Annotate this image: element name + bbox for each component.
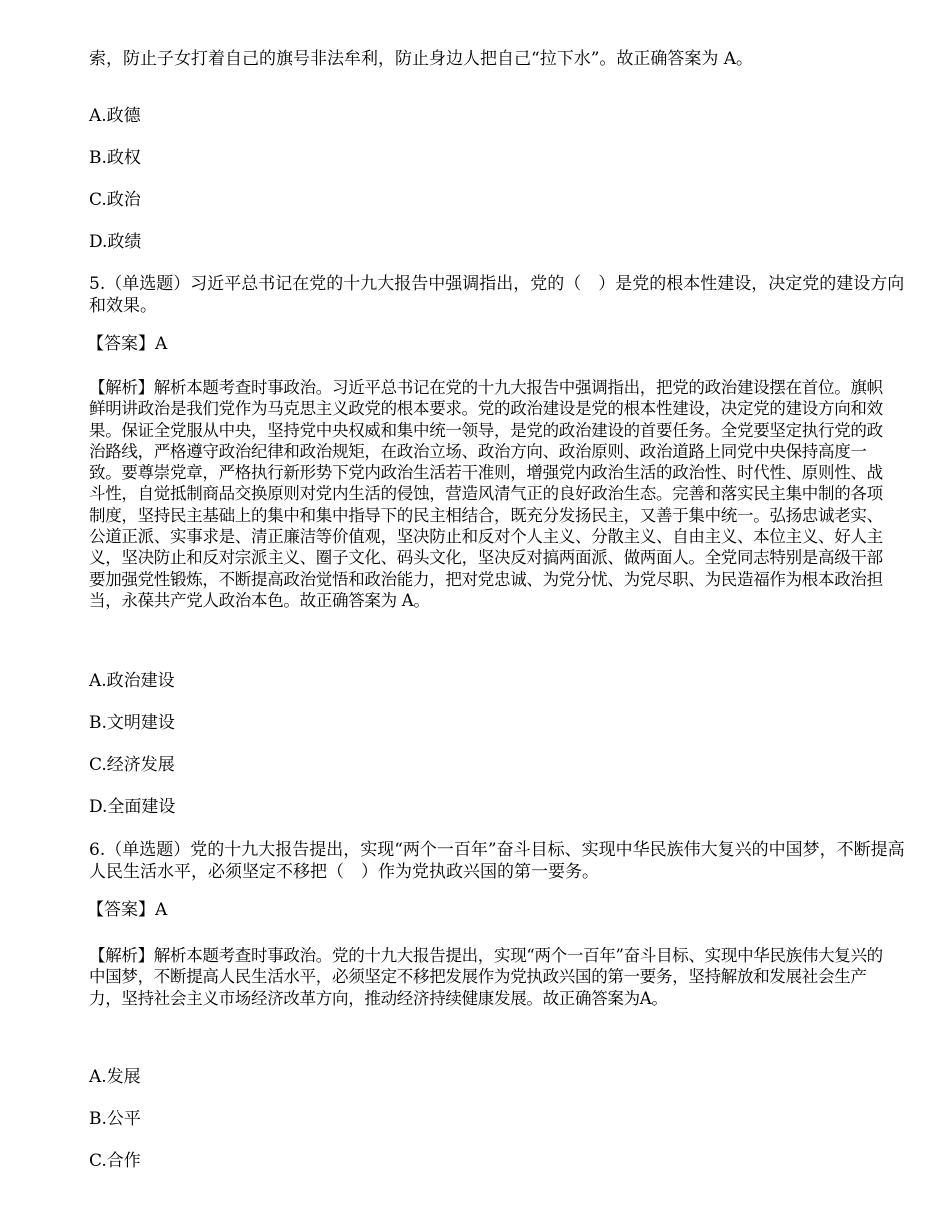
q6-option-b: B.公平 xyxy=(89,1109,141,1129)
q6-explanation: 【解析】解析本题考查时事政治。党的十九大报告提出，实现“两个一百年”奋斗目标、实现中华民族伟大复兴的中国梦，不断提高人民生活水平，必须坚定不移把发展作为党执政兴国的第一要务，坚持解放和发展社会生产力，坚持社会主义市场经济改革方向，推动经济持续健康发展。故正确答案为A。 xyxy=(89,946,883,1008)
q4-option-d: D.政绩 xyxy=(89,232,142,252)
q5-option-d: D.全面建设 xyxy=(89,797,176,817)
q4-option-b: B.政权 xyxy=(89,148,141,168)
q6-question: 6.（单选题）党的十九大报告提出，实现“两个一百年”奋斗目标、实现中华民族伟大复兴的中国梦，不断提高人民生活水平，必须坚定不移把（ ）作为党执政兴国的第一要务。 xyxy=(89,840,905,882)
q4-option-c: C.政治 xyxy=(89,190,141,210)
q5-question: 5.（单选题）习近平总书记在党的十九大报告中强调指出，党的（ ）是党的根本性建设，决定党的建设方向和效果。 xyxy=(89,274,905,316)
intro-text: 索，防止子女打着自己的旗号非法牟利，防止身边人把自己“拉下水”。故正确答案为 A。 xyxy=(89,49,754,69)
q6-option-a: A.发展 xyxy=(89,1067,141,1087)
q6-option-c: C.合作 xyxy=(89,1151,141,1171)
q5-explanation: 【解析】解析本题考查时事政治。习近平总书记在党的十九大报告中强调指出，把党的政治建设摆在首位。旗帜鲜明讲政治是我们党作为马克思主义政党的根本要求。党的政治建设是党的根本性建设，决定党的建设方向和效果。保证全党服从中央，坚持党中央权威和集中统一领导，是党的政治建设的首要任务。全党要坚定执行党的政治路线，严格遵守政治纪律和政治规矩，在政治立场、政治方向、政治原则、政治道路上同党中央保持高度一致。要尊崇党章，严格执行新形势下党内政治生活若干准则，增强党内政治生活的政治性、时代性、原则性、战斗性，自觉抵制商品交换原则对党内生活的侵蚀，营造风清气正的良好政治生态。完善和落实民主集中制的各项制度，坚持民主基础上的集中和集中指导下的民主相结合，既充分发扬民主，又善于集中统一。弘扬忠诚老实、公道正派、实事求是、清正廉洁等价值观，坚决防止和反对个人主义、分散主义、自由主义、本位主义、好人主义，坚决防止和反对宗派主义、圈子文化、码头文化，坚决反对搞两面派、做两面人。全党同志特别是高级干部要加强党性锻炼，不断提高政治觉悟和政治能力，把对党忠诚、为党分忧、为党尽职、为民造福作为根本政治担当，永葆共产党人政治本色。故正确答案为 A。 xyxy=(89,378,883,610)
q4-option-a: A.政德 xyxy=(89,106,141,126)
q5-option-b: B.文明建设 xyxy=(89,713,175,733)
q5-option-a: A.政治建设 xyxy=(89,671,175,691)
q5-answer: 【答案】A xyxy=(87,334,168,354)
q6-answer: 【答案】A xyxy=(87,900,168,920)
q5-option-c: C.经济发展 xyxy=(89,755,175,775)
